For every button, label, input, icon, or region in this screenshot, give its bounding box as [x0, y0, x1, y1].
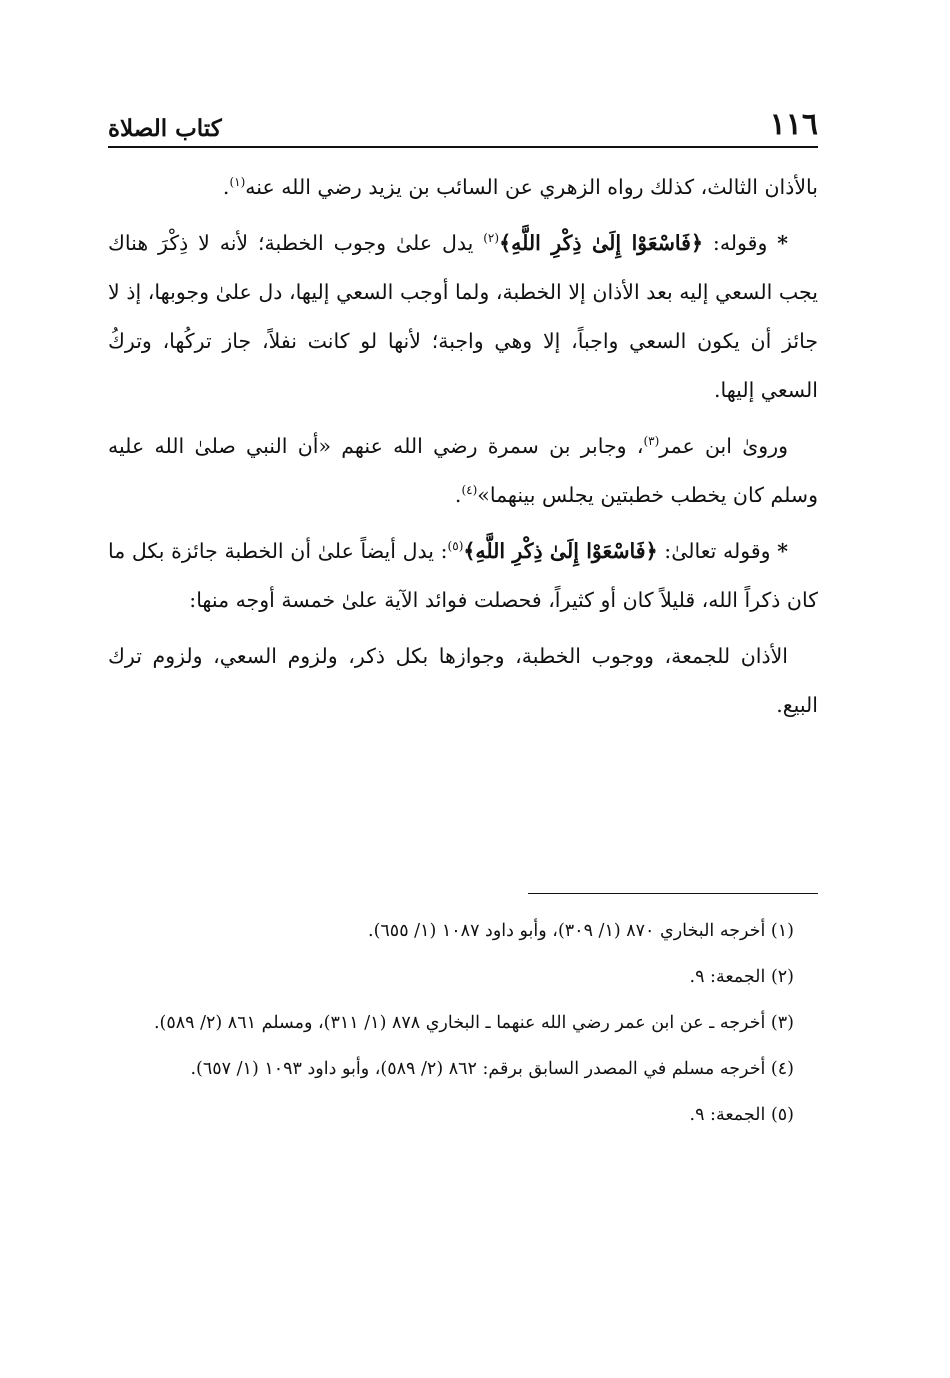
page-number: ١١٦ [769, 107, 818, 142]
quran-verse: ﴿فَاسْعَوْا إِلَىٰ ذِكْرِ اللَّهِ﴾ [499, 231, 703, 255]
paragraph-4 [108, 527, 818, 625]
footnotes [108, 913, 818, 1143]
footnote-3: (٣) أخرجه ـ عن ابن عمر رضي الله عنهما ـ البخاري ٨٧٨ (١/ ٣١١)، ومسلم ٨٦١ (٢/ ٥٨٩). [153, 1013, 794, 1033]
paragraph-4-lead: وقوله تعالىٰ: [664, 539, 771, 563]
paragraph-2 [108, 219, 818, 415]
footnote-5: (٥) الجمعة: ٩. [689, 1105, 794, 1125]
star-marker: * [777, 231, 788, 255]
paragraph-3 [108, 422, 818, 520]
footnote-1: (١) أخرجه البخاري ٨٧٠ (١/ ٣٠٩)، وأبو داود ١٠٨٧ (١/ ٦٥٥). [368, 921, 794, 941]
running-title: كتاب الصلاة [108, 115, 222, 142]
footnote-ref-3: (٣) [643, 434, 660, 449]
page-header [108, 88, 818, 140]
star-marker: * [777, 539, 788, 563]
paragraph-1 [108, 163, 818, 212]
paragraph-4-text: : يدل أيضاً علىٰ أن الخطبة جائزة بكل ما كان ذكراً الله، قليلاً كان أو كثيراً، فحصلت فوائد الآية علىٰ خمسة أوجه منها: [108, 539, 818, 612]
paragraph-5 [108, 632, 818, 730]
header-rule [108, 146, 818, 148]
quran-verse: ﴿فَاسْعَوْا إِلَىٰ ذِكْرِ اللَّهِ﴾ [463, 539, 658, 563]
main-text [108, 163, 818, 737]
footnote-ref-4: (٤) [461, 483, 478, 498]
paragraph-3-lead: وروىٰ ابن عمر [659, 434, 788, 458]
footnote-ref-5: (٥) [447, 539, 464, 554]
paragraph-1-text: بالأذان الثالث، كذلك رواه الزهري عن السائب بن يزيد رضي الله عنه [245, 175, 818, 199]
paragraph-5-text: الأذان للجمعة، ووجوب الخطبة، وجوازها بكل ذكر، ولزوم السعي، ولزوم ترك البيع. [108, 644, 818, 717]
footnote-separator [528, 893, 818, 894]
paragraph-2-lead: وقوله: [712, 231, 768, 255]
paragraph-3-end: . [454, 483, 462, 507]
footnote-ref-1: (١) [229, 175, 246, 190]
footnote-ref-2: (٢) [483, 231, 500, 246]
footnote-2: (٢) الجمعة: ٩. [689, 967, 794, 987]
paragraph-2-text: يدل علىٰ وجوب الخطبة؛ لأنه لا ذِكْرَ هناك يجب السعي إليه بعد الأذان إلا الخطبة، ولما أوجب السعي إليها، دل علىٰ وجوبها، إذ لا جائز أن يكون السعي واجباً، إلا وهي واجبة؛ لأنها لو كانت نفلاً، جاز تركُها، وتركُ السعي إليها. [108, 231, 818, 402]
paragraph-3-text: ، وجابر بن سمرة رضي الله عنهم «أن النبي صلىٰ الله عليه وسلم كان يخطب خطبتين يجلس بينهما» [108, 434, 818, 507]
footnote-4: (٤) أخرجه مسلم في المصدر السابق برقم: ٨٦٢ (٢/ ٥٨٩)، وأبو داود ١٠٩٣ (١/ ٦٥٧). [190, 1059, 794, 1079]
paragraph-1-end: . [222, 175, 230, 199]
